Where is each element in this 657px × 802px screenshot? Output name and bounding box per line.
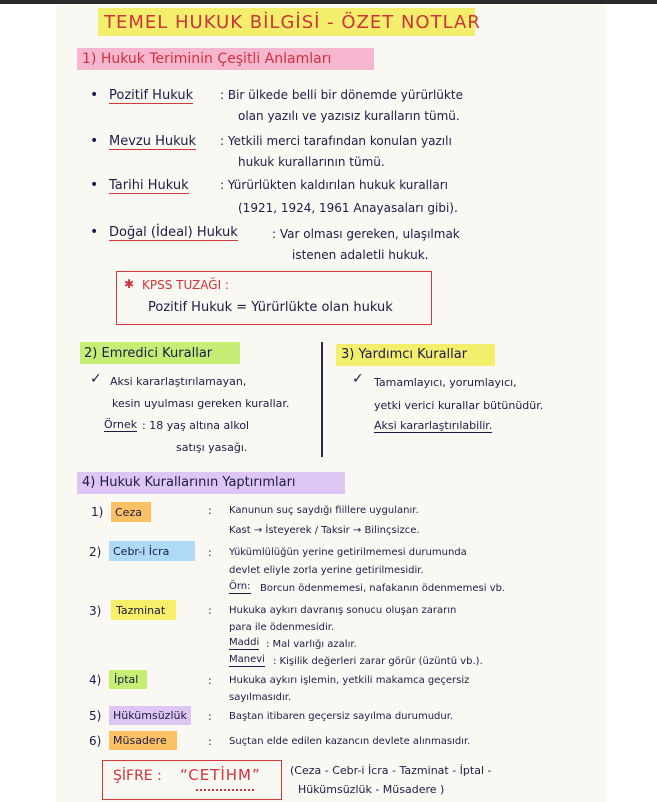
colon: : [208, 674, 212, 687]
star-icon: ✱ [124, 277, 135, 291]
bullet: • [90, 177, 99, 193]
section3-heading: 3) Yardımcı Kurallar [341, 347, 468, 362]
definition-line: : Var olması gereken, ulaşılmak [272, 227, 460, 241]
manevi-label: Manevi [229, 654, 265, 665]
cipher-word: “CETİHM” [180, 766, 261, 784]
definition-line: : Bir ülkede belli bir dönemde yürürlükte [220, 88, 463, 102]
colon: : [208, 546, 212, 559]
manevi-text: : Kişilik değerleri zarar görür (üzüntü vb.). [273, 656, 483, 667]
kpss-trap-title: KPSS TUZAĞI : [142, 278, 229, 292]
example-text: : 18 yaş altına alkol [142, 419, 250, 432]
colon: : [208, 735, 212, 748]
kpss-trap-text: Pozitif Hukuk = Yürürlükte olan hukuk [148, 300, 393, 315]
check-icon: ✓ [352, 371, 364, 387]
column-divider [321, 342, 323, 457]
item-number: 6) [89, 734, 102, 748]
term-pozitif-hukuk: Pozitif Hukuk [109, 88, 194, 103]
definition-line: hukuk kurallarının tümü. [238, 155, 385, 169]
sanction-line: Baştan itibaren geçersiz sayılma durumudur. [229, 711, 454, 722]
sanction-hukumsuzluk: Hükümsüzlük [113, 709, 187, 722]
sanction-cebri-icra: Cebr-i İcra [113, 545, 170, 558]
example-label: Örn: [229, 581, 251, 592]
colon: : [208, 504, 212, 517]
sanction-line: Hukuka aykırı davranış sonucu oluşan zararın [229, 605, 457, 616]
sanction-line: Kast → İsteyerek / Taksir → Bilinçsizce. [229, 525, 420, 536]
definition-line: istenen adaletli hukuk. [292, 248, 429, 262]
emredici-line: kesin uyulması gereken kurallar. [112, 397, 290, 410]
term-dogal-hukuk: Doğal (İdeal) Hukuk [109, 225, 238, 240]
sanction-line: para ile ödenmesidir. [229, 622, 335, 633]
sanction-musadere: Müsadere [113, 734, 167, 747]
maddi-label: Maddi [229, 637, 260, 648]
cipher-label: ŞİFRE : [113, 768, 162, 784]
sanction-line: Kanunun suç saydığı fiillere uygulanır. [229, 505, 419, 516]
sanction-line: sayılmasıdır. [229, 692, 292, 703]
sanction-iptal: İptal [114, 673, 139, 686]
check-icon: ✓ [90, 371, 102, 387]
section4-heading: 4) Hukuk Kurallarının Yaptırımları [82, 475, 296, 490]
sanction-line: Suçtan elde edilen kazancın devlete alınmasıdır. [229, 736, 471, 747]
definition-line: : Yetkili merci tarafından konulan yazılı [220, 134, 452, 148]
colon: : [208, 604, 212, 617]
colon: : [208, 710, 212, 723]
example-text: Borcun ödenmemesi, nafakanın ödenmemesi vb. [260, 583, 506, 594]
bullet: • [90, 133, 99, 149]
sanction-line: devlet eliyle zorla yerine getirilmesidir. [229, 565, 424, 576]
definition-line: (1921, 1924, 1961 Anayasaları gibi). [238, 201, 458, 215]
yardimci-line: Aksi kararlaştırılabilir. [374, 419, 493, 432]
yardimci-line: yetki verici kurallar bütünüdür. [374, 399, 544, 412]
item-number: 3) [89, 604, 102, 618]
definition-line: olan yazılı ve yazısız kuralların tümü. [238, 109, 460, 123]
cipher-expansion: Hükümsüzlük - Müsadere ) [298, 783, 445, 796]
emredici-line: Aksi kararlaştırılamayan, [110, 375, 247, 388]
sanction-tazminat: Tazminat [116, 604, 166, 617]
maddi-text: : Mal varlığı azalır. [266, 639, 357, 650]
section1-heading: 1) Hukuk Teriminin Çeşitli Anlamları [82, 51, 332, 67]
sanction-line: Hukuka aykırı işlemin, yetkili makamca geçersiz [229, 675, 470, 686]
item-number: 5) [89, 709, 102, 723]
item-number: 2) [89, 545, 102, 559]
bullet: • [90, 224, 99, 240]
sanction-ceza: Ceza [115, 506, 142, 519]
yardimci-line: Tamamlayıcı, yorumlayıcı, [374, 376, 517, 389]
example-text: satışı yasağı. [176, 441, 248, 454]
term-tarihi-hukuk: Tarihi Hukuk [109, 178, 189, 193]
item-number: 1) [91, 505, 104, 519]
cipher-underline [196, 787, 254, 791]
section2-heading: 2) Emredici Kurallar [84, 346, 213, 361]
cipher-expansion: (Ceza - Cebr-i İcra - Tazminat - İptal - [290, 764, 492, 777]
page-title-text: TEMEL HUKUK BİLGİSİ - ÖZET NOTLAR [104, 12, 481, 33]
item-number: 4) [89, 673, 102, 687]
bullet: • [90, 87, 99, 103]
term-mevzu-hukuk: Mevzu Hukuk [109, 134, 197, 149]
definition-line: : Yürürlükten kaldırılan hukuk kuralları [220, 178, 448, 192]
example-label: Örnek [104, 418, 138, 431]
sanction-line: Yükümlülüğün yerine getirilmemesi durumunda [229, 547, 467, 558]
